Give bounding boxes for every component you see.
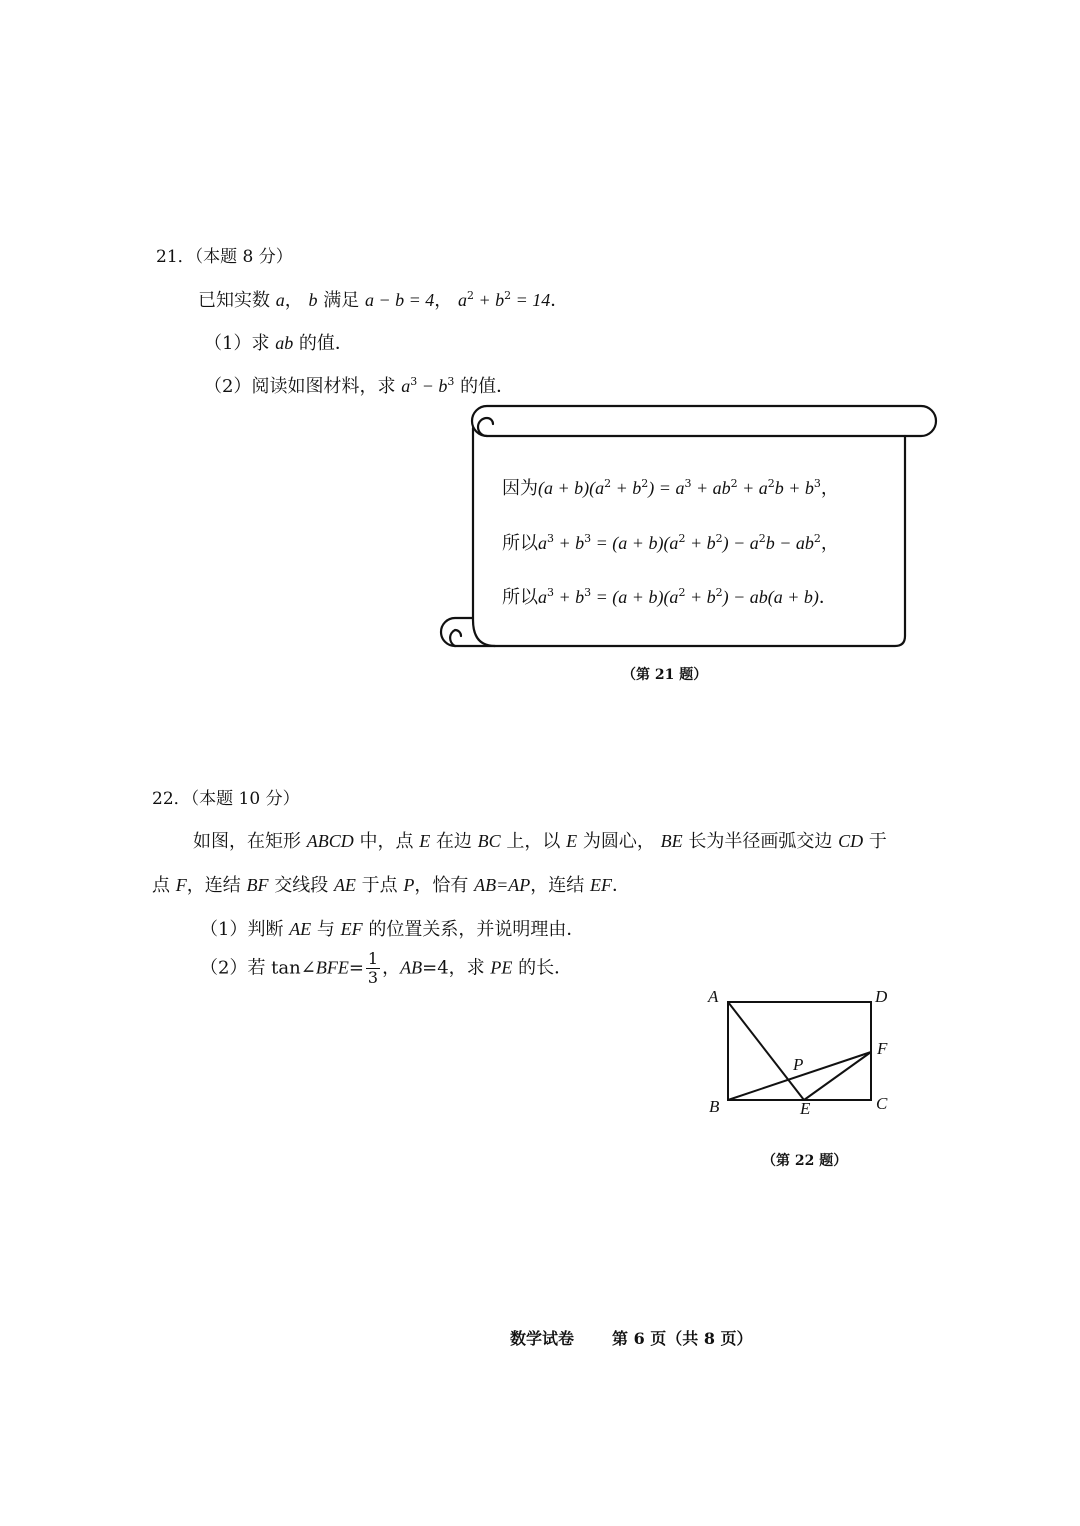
text: ，连结 (186, 875, 241, 896)
text: ， (382, 957, 401, 979)
exponent: 2 (767, 477, 775, 490)
exponent: 3 (547, 586, 554, 599)
q21-given (198, 286, 568, 312)
expr: ) − ab(a + b) (722, 587, 819, 607)
text: 于点 (361, 875, 398, 896)
expr: a (538, 533, 547, 553)
exponent: 2 (730, 477, 738, 490)
text: 的位置关系，并说明理由． (368, 919, 585, 940)
footer-page: 第 6 页（共 8 页） (612, 1329, 753, 1348)
expr: b + b (774, 478, 814, 498)
expr: + b (685, 587, 716, 607)
rectangle-abcd (728, 1002, 871, 1100)
label: ABCD (306, 831, 354, 851)
exponent: 2 (678, 532, 686, 545)
text: 为圆心， (582, 831, 655, 852)
text: 中，点 (359, 831, 414, 852)
numerator: 1 (367, 949, 379, 968)
text: 交线段 (274, 875, 329, 896)
var-b: b (438, 376, 448, 396)
label: BF (246, 875, 269, 895)
var-b: b (308, 290, 318, 310)
expr: ab (275, 333, 294, 353)
point-b-label: B (709, 1097, 720, 1116)
text: 上，以 (506, 831, 561, 852)
q22-line2 (152, 871, 630, 897)
expr: a (538, 587, 547, 607)
scroll-line-3 (502, 583, 837, 609)
expr: ) − a (722, 533, 759, 553)
text: （2）若 tan∠ (200, 957, 316, 979)
point-e-label: E (800, 1099, 811, 1118)
var-a: a (457, 290, 467, 310)
var-b: b (495, 290, 505, 310)
label: EF (590, 875, 613, 895)
q22-title: 22．（本题 10 分） (152, 789, 300, 809)
text: 满足 (323, 290, 360, 311)
exponent: 3 (547, 532, 554, 545)
text: 长为半径画弧交边 (688, 831, 833, 852)
q21-part1 (204, 329, 353, 355)
exponent: 3 (584, 586, 592, 599)
label: F (175, 875, 187, 895)
q21-caption: （第 21 题） (622, 667, 708, 683)
point-d-label: D (875, 987, 888, 1006)
label: BC (477, 831, 501, 851)
exponent: 2 (715, 532, 723, 545)
text: = (348, 957, 364, 979)
exponent: 3 (684, 477, 692, 490)
text: 所以 (502, 587, 538, 608)
exponent: 3 (584, 532, 592, 545)
text: ， (284, 290, 303, 311)
text: ， (820, 533, 839, 554)
exponent: 3 (813, 477, 821, 490)
label: E (419, 831, 431, 851)
text: =4，求 (422, 957, 485, 979)
label: BE (660, 831, 683, 851)
text: ． (550, 290, 569, 311)
exponent: 2 (604, 477, 612, 490)
text: ， (434, 290, 453, 311)
label: AB=AP (474, 875, 531, 895)
q22-part1 (200, 915, 584, 941)
exponent: 3 (447, 375, 455, 388)
q21-part2 (204, 372, 514, 398)
expr: + a (737, 478, 768, 498)
text: 的值． (460, 376, 515, 397)
equation: = 14 (511, 290, 551, 310)
label: CD (838, 831, 864, 851)
label: PE (490, 957, 513, 978)
exponent: 2 (813, 532, 821, 545)
exponent: 3 (410, 375, 418, 388)
expr: + b (554, 587, 585, 607)
text: （2）阅读如图材料，求 (204, 376, 396, 397)
expr: ) = a (648, 478, 685, 498)
label: P (403, 875, 415, 895)
expr: = (a + b)(a (591, 587, 679, 607)
scroll-frame (435, 398, 945, 654)
exponent: 2 (758, 532, 766, 545)
var-a: a (275, 290, 285, 310)
expr: b − ab (765, 533, 814, 553)
exponent: 2 (641, 477, 649, 490)
op: + (473, 290, 496, 310)
text: ， (820, 478, 839, 499)
label: AB (400, 957, 423, 978)
denominator: 3 (367, 968, 379, 987)
q22-part2 (200, 950, 572, 987)
q21-title: 21．（本题 8 分） (156, 247, 293, 267)
text: ，连结 (530, 875, 585, 896)
point-a-label: A (708, 987, 719, 1006)
label: E (566, 831, 578, 851)
text: 所以 (502, 533, 538, 554)
text: 在边 (435, 831, 472, 852)
point-p-label: P (793, 1055, 804, 1074)
exponent: 2 (466, 289, 474, 302)
label: BFE (315, 957, 349, 978)
expr: (a + b)(a (538, 478, 605, 498)
text: ． (612, 875, 631, 896)
label: EF (340, 919, 363, 939)
segment-ef (804, 1052, 871, 1100)
text: 如图，在矩形 (193, 831, 301, 852)
footer-subject: 数学试卷 (510, 1329, 575, 1348)
text: ． (818, 587, 837, 608)
exponent: 2 (504, 289, 512, 302)
label: AE (289, 919, 312, 939)
expr: + b (611, 478, 642, 498)
text: （1）判断 (200, 919, 284, 940)
op: − (417, 376, 439, 396)
fraction (366, 950, 380, 987)
q22-line1 (193, 827, 887, 853)
var-a: a (401, 376, 411, 396)
label: AE (333, 875, 356, 895)
q22-caption: （第 22 题） (762, 1153, 848, 1169)
point-f-label: F (877, 1039, 888, 1058)
expr: + b (554, 533, 585, 553)
expr: = (a + b)(a (591, 533, 679, 553)
text: 已知实数 (198, 290, 270, 311)
equation: a − b = 4 (364, 290, 435, 310)
text: （1）求 (204, 333, 270, 354)
scroll-line-1 (502, 474, 839, 500)
text: 的长． (518, 957, 573, 979)
expr: + ab (691, 478, 731, 498)
text: 的值． (298, 333, 353, 354)
text: 点 (152, 875, 170, 896)
exponent: 2 (678, 586, 686, 599)
point-c-label: C (876, 1094, 888, 1113)
text: ，恰有 (414, 875, 469, 896)
segment-ae (728, 1002, 804, 1100)
expr: + b (685, 533, 716, 553)
scroll-line-2 (502, 529, 839, 555)
text: 于 (868, 831, 887, 852)
exponent: 2 (715, 586, 723, 599)
text: 与 (316, 919, 335, 940)
text: 因为 (502, 478, 538, 499)
